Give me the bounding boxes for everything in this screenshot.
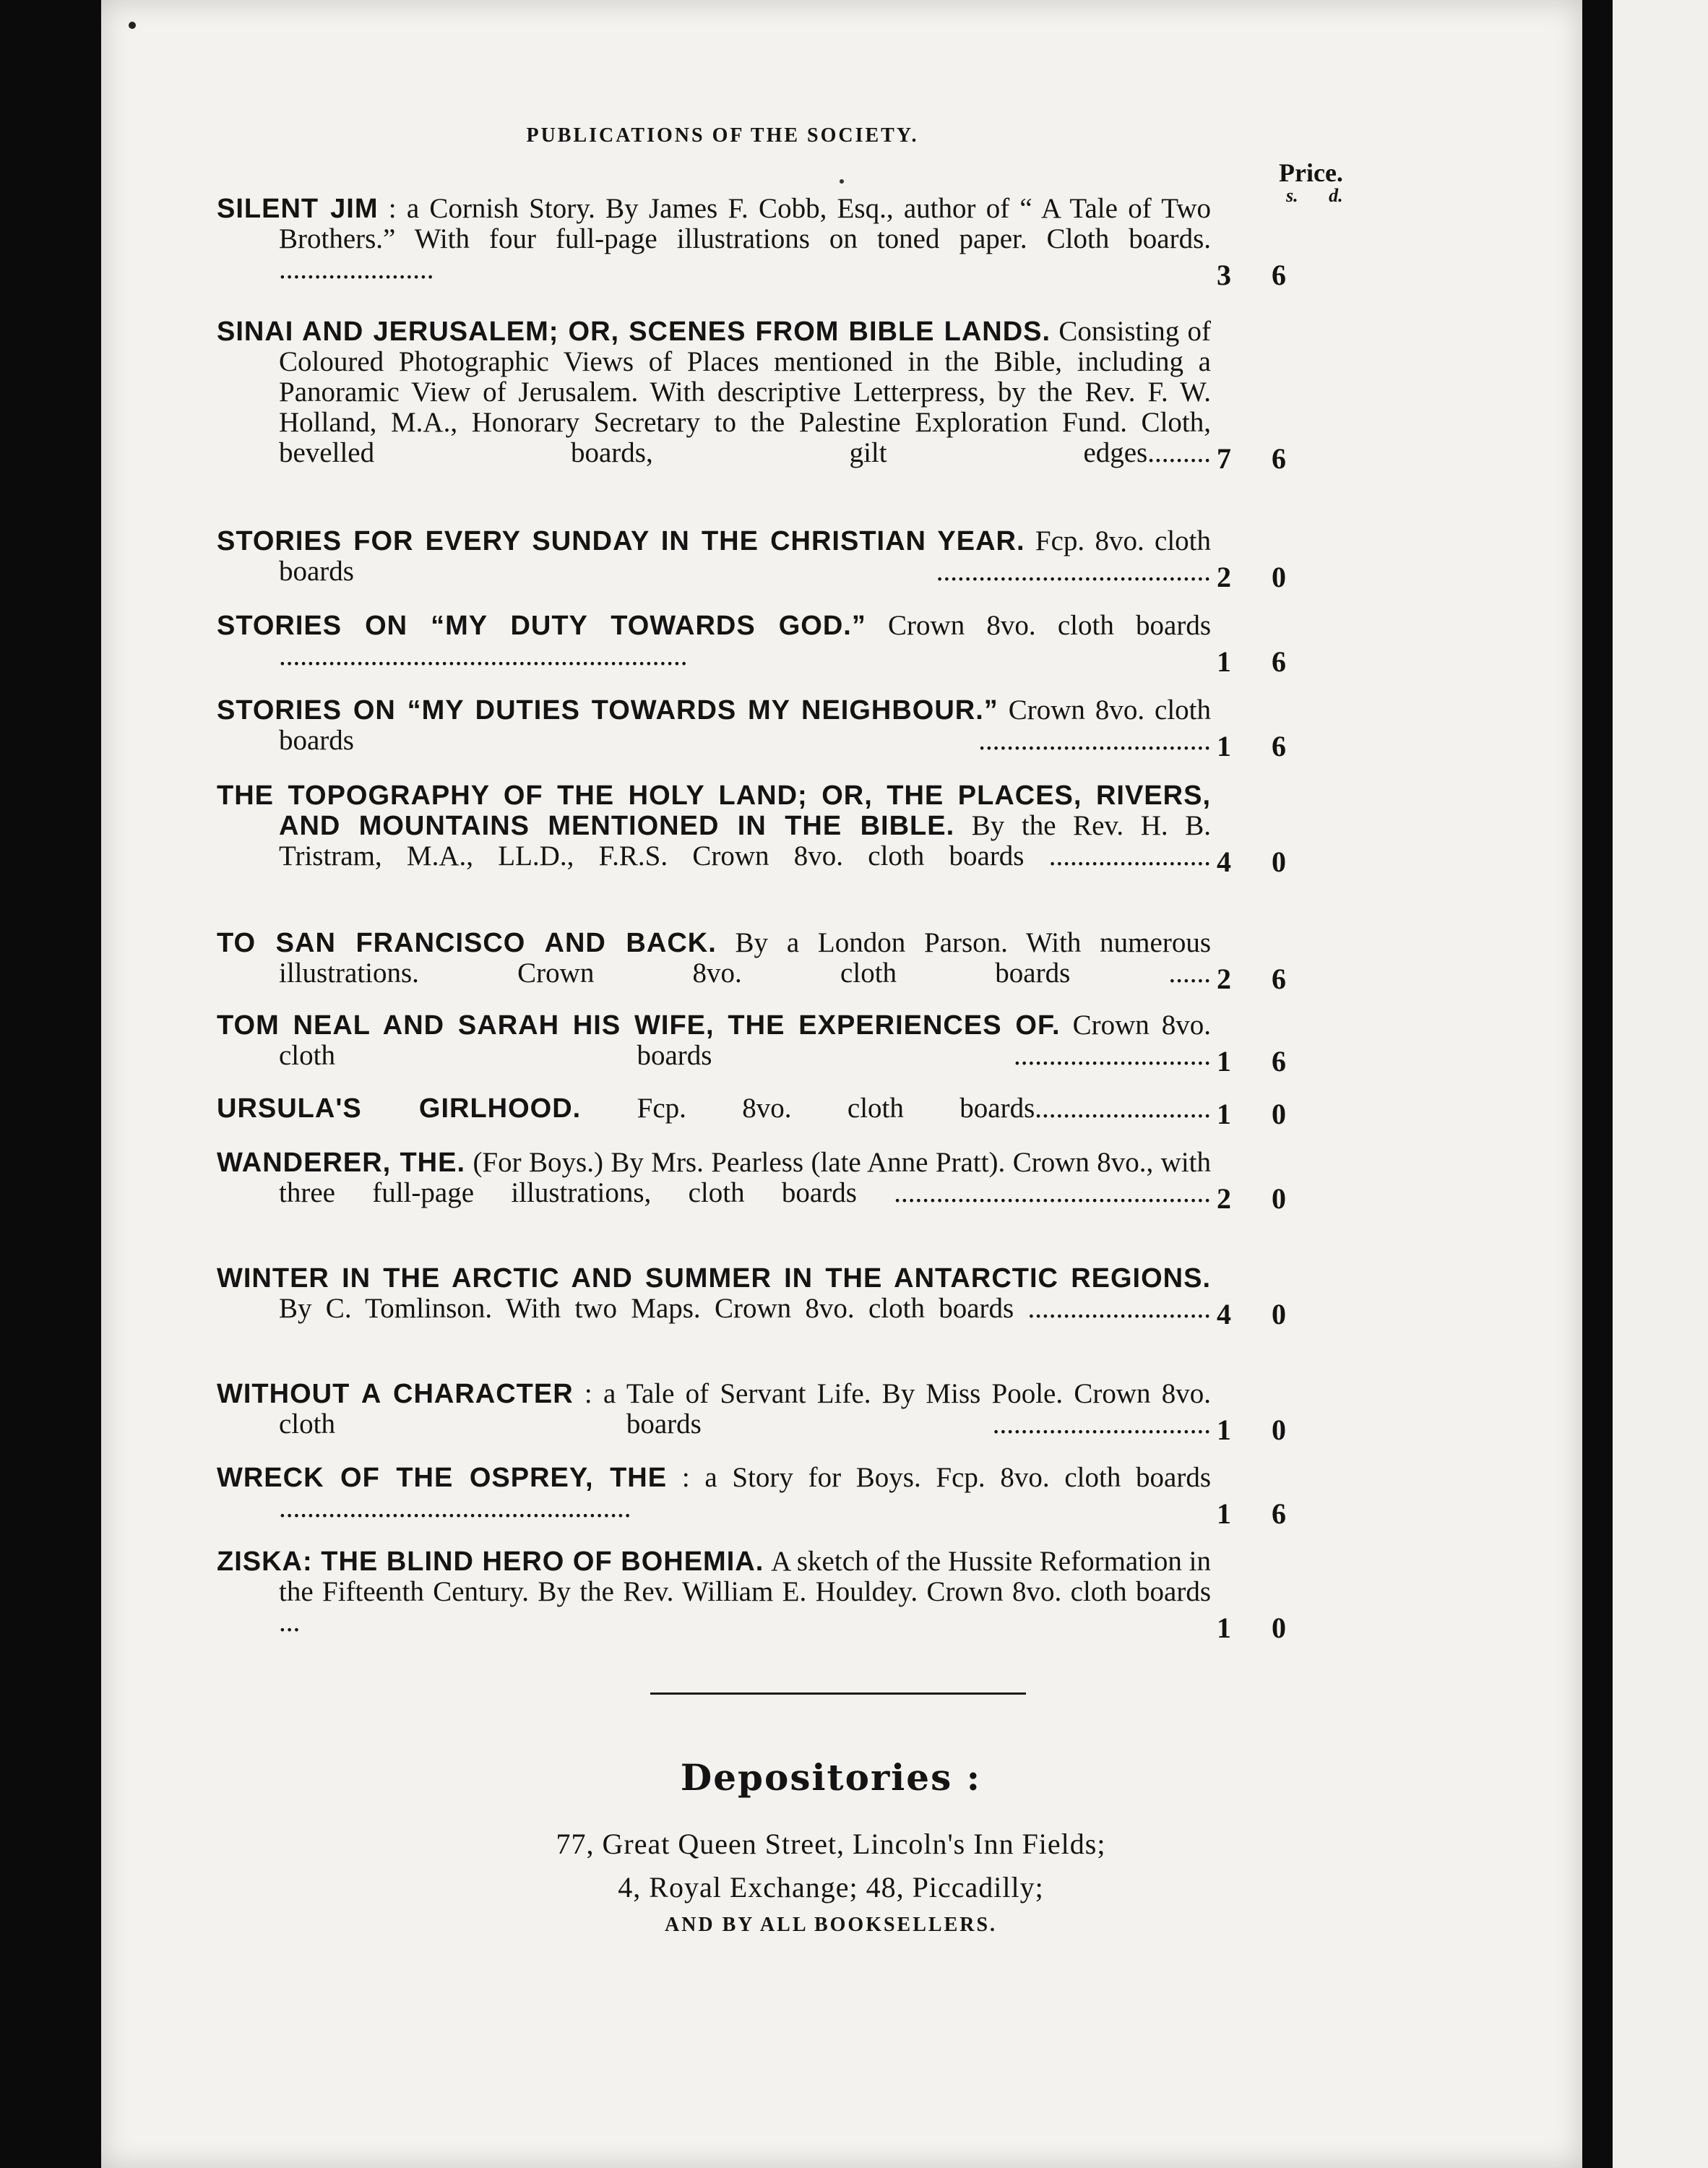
price-pence: 0: [1272, 561, 1286, 593]
catalog-entry: [217, 1010, 1286, 1077]
catalog-entry: [217, 193, 1286, 291]
catalog-entry: [217, 927, 1286, 995]
price-units-label: s. d.: [1286, 185, 1343, 206]
price-shillings: 7: [1217, 442, 1231, 475]
entry-text: [217, 780, 1211, 872]
entry-description: : a Story for Boys. Fcp. 8vo. cloth boards ..................................................: [279, 1462, 1212, 1523]
price-shillings: 4: [1217, 1298, 1231, 1330]
address-line: AND BY ALL BOOKSELLERS.: [664, 1914, 998, 1936]
entry-price: [1217, 1415, 1286, 1445]
price-shillings: 2: [1217, 963, 1231, 995]
catalog-entry: [217, 780, 1286, 878]
depositories-heading: Depositories :: [680, 1756, 982, 1799]
price-pence: 0: [1272, 1182, 1286, 1215]
entry-text: [217, 317, 1211, 468]
ink-speck: [129, 22, 136, 29]
entry-text: [217, 1463, 1211, 1523]
address-line: 77, Great Queen Street, Lincoln's Inn Fields;: [556, 1828, 1106, 1860]
price-shillings: 1: [1217, 1098, 1231, 1130]
entry-price: [1217, 1099, 1286, 1130]
entry-text: [217, 194, 1211, 285]
entry-title: WRECK OF THE OSPREY, THE: [217, 1463, 668, 1493]
price-pence: 6: [1272, 645, 1286, 678]
entry-price: [1217, 1613, 1286, 1643]
entry-price: [1217, 1299, 1286, 1330]
entry-text: [217, 1010, 1211, 1071]
entry-description: By C. Tomlinson. With two Maps. Crown 8vo. cloth boards ..........................: [279, 1293, 1211, 1324]
catalog-entry: [217, 1546, 1286, 1644]
entry-price: [1217, 964, 1286, 994]
catalog-entry: [217, 610, 1286, 678]
entry-price: [1217, 562, 1286, 593]
facing-page-edge: [1613, 0, 1708, 2168]
catalog-entry: [217, 1147, 1286, 1215]
catalog-entry: [217, 316, 1286, 475]
entry-title: TOM NEAL AND SARAH HIS WIFE, THE EXPERIENCES OF.: [217, 1010, 1061, 1041]
price-pence: 0: [1272, 1612, 1286, 1644]
entry-text: [217, 1148, 1211, 1208]
ink-speck: [840, 179, 844, 184]
entry-text: [217, 1379, 1211, 1440]
entry-description: Crown 8vo. cloth boards .................................: [279, 694, 1211, 756]
price-shillings: 1: [1217, 1045, 1231, 1077]
price-shillings: 2: [1217, 1182, 1231, 1215]
entry-title: STORIES FOR EVERY SUNDAY IN THE CHRISTIAN YEAR.: [217, 526, 1025, 556]
catalog-entry: [217, 694, 1286, 762]
entry-description: : a Cornish Story. By James F. Cobb, Esq., author of “ A Tale of Two Brothers.” With four full-page illustrations on toned paper. Cloth boards. ......................: [279, 193, 1211, 285]
entry-title: SILENT JIM: [217, 194, 379, 224]
price-shillings: 2: [1217, 561, 1231, 593]
page-content: [217, 0, 1373, 2168]
entry-description: Crown 8vo. cloth boards ............................: [279, 1010, 1212, 1071]
entry-text: [217, 695, 1211, 756]
price-pence: 0: [1272, 846, 1286, 878]
price-shillings: 1: [1217, 645, 1231, 678]
price-pence: 6: [1272, 259, 1286, 291]
entry-description: By a London Parson. With numerous illustrations. Crown 8vo. cloth boards ......: [279, 927, 1211, 989]
entry-price: [1217, 444, 1286, 474]
price-shillings: 1: [1217, 730, 1231, 762]
entry-price: [1217, 647, 1286, 677]
section-divider: [650, 1692, 1026, 1695]
entry-description: Consisting of Coloured Photographic Views of Places mentioned in the Bible, including a Panoramic View of Jerusalem. With descriptive Letterpress, by the Rev. F. W. Holland, M.A., Honorary Secretary to the Palestine Exploration Fund. Cloth, bevelled boards, gilt edges.........: [279, 316, 1212, 468]
entry-price: [1217, 1499, 1286, 1529]
price-pence: 6: [1272, 1045, 1286, 1077]
entry-title: WITHOUT A CHARACTER: [217, 1379, 574, 1409]
price-pence: 6: [1272, 1497, 1286, 1530]
price-shillings: 1: [1217, 1612, 1231, 1644]
entry-title: TO SAN FRANCISCO AND BACK.: [217, 928, 717, 958]
address-line: 4, Royal Exchange; 48, Piccadilly;: [618, 1871, 1044, 1904]
price-pence: 6: [1272, 963, 1286, 995]
catalog-entry: [217, 1093, 1286, 1130]
price-pence: 0: [1272, 1298, 1286, 1330]
entry-title: ZISKA: THE BLIND HERO OF BOHEMIA.: [217, 1547, 764, 1577]
entry-title: STORIES ON “MY DUTY TOWARDS GOD.”: [217, 611, 866, 641]
entry-price: [1217, 260, 1286, 291]
entry-price: [1217, 731, 1286, 762]
entry-text: [217, 611, 1211, 671]
entry-price: [1217, 847, 1286, 877]
entry-description: Fcp. 8vo. cloth boards.........................: [637, 1093, 1211, 1124]
price-shillings: 1: [1217, 1497, 1231, 1530]
entry-text: [217, 526, 1211, 587]
price-pence: 6: [1272, 730, 1286, 762]
entry-description: : a Tale of Servant Life. By Miss Poole. Crown 8vo. cloth boards ...............................: [279, 1378, 1212, 1440]
running-header: PUBLICATIONS OF THE SOCIETY.: [526, 124, 919, 147]
entry-description: By the Rev. H. B. Tristram, M.A., LL.D., F.R.S. Crown 8vo. cloth boards .......................: [279, 810, 1211, 872]
entry-title: URSULA'S GIRLHOOD.: [217, 1093, 582, 1124]
price-shillings: 3: [1217, 259, 1231, 291]
price-shillings: 1: [1217, 1414, 1231, 1446]
catalog-entry: [217, 1378, 1286, 1446]
entry-text: [217, 1093, 1211, 1124]
entry-text: [217, 1263, 1211, 1324]
catalog-entry: [217, 1462, 1286, 1530]
entry-description: Crown 8vo. cloth boards ..........................................................: [279, 610, 1212, 671]
price-column-label: Price.: [1279, 158, 1343, 187]
entry-title: WINTER IN THE ARCTIC AND SUMMER IN THE ANTARCTIC REGIONS.: [217, 1263, 1211, 1294]
entry-price: [1217, 1046, 1286, 1077]
price-pence: 6: [1272, 442, 1286, 475]
price-shillings: 4: [1217, 846, 1231, 878]
entry-description: Fcp. 8vo. cloth boards .......................................: [279, 525, 1212, 587]
entry-title: WANDERER, THE.: [217, 1148, 466, 1178]
page-gutter: [1582, 0, 1613, 2168]
entry-description: (For Boys.) By Mrs. Pearless (late Anne Pratt). Crown 8vo., with three full-page illustrations, cloth boards .............................................: [279, 1147, 1212, 1208]
price-pence: 0: [1272, 1098, 1286, 1130]
catalog-entry: [217, 1263, 1286, 1330]
entry-price: [1217, 1184, 1286, 1214]
price-pence: 0: [1272, 1414, 1286, 1446]
entry-description: A sketch of the Hussite Reformation in the Fifteenth Century. By the Rev. William E. Houldey. Crown 8vo. cloth boards ...: [279, 1546, 1212, 1638]
entry-text: [217, 1547, 1211, 1638]
catalog-entry: [217, 525, 1286, 593]
entry-text: [217, 928, 1211, 989]
entry-title: THE TOPOGRAPHY OF THE HOLY LAND; OR, THE PLACES, RIVERS, AND MOUNTAINS MENTIONED IN THE BIBLE.: [217, 780, 1211, 841]
entry-title: SINAI AND JERUSALEM; OR, SCENES FROM BIBLE LANDS.: [217, 317, 1051, 347]
entry-title: STORIES ON “MY DUTIES TOWARDS MY NEIGHBOUR.”: [217, 695, 999, 726]
